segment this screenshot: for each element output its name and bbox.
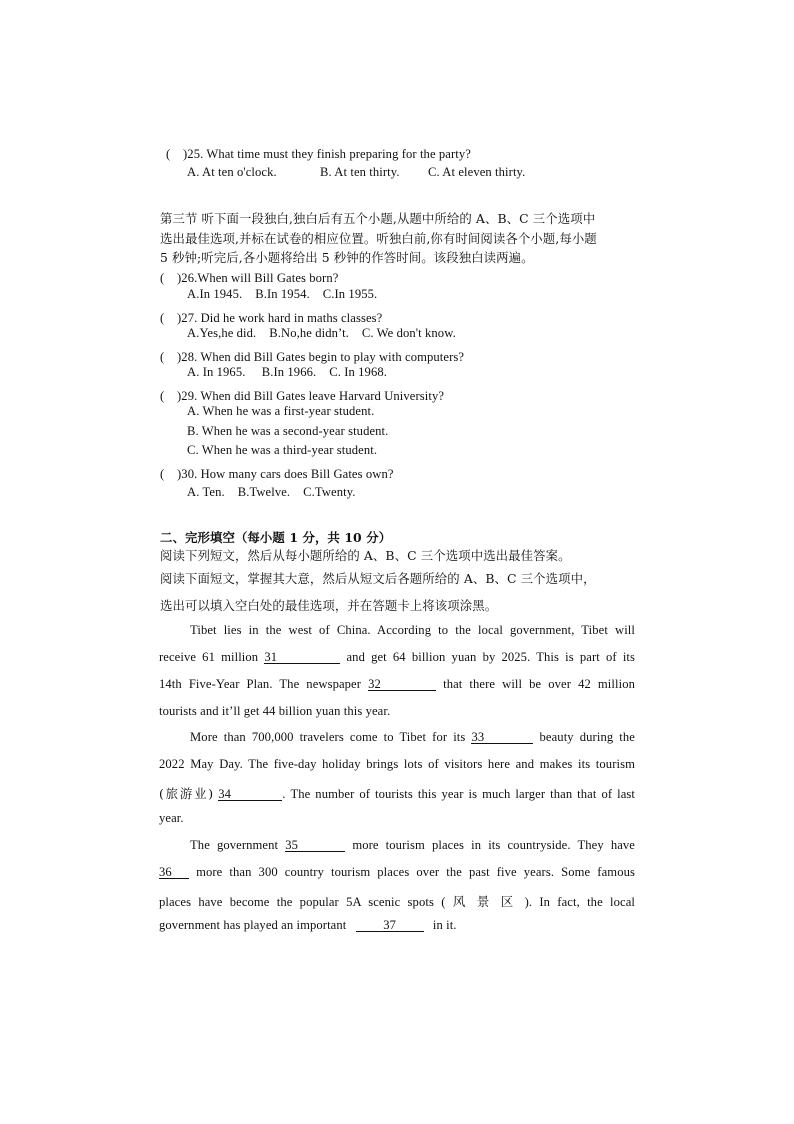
part2-instruction-3: 选出可以填入空白处的最佳选项，并在答题卡上将该项涂黑。 — [160, 598, 498, 613]
question-text: 30. How many cars does Bill Gates own? — [181, 467, 394, 481]
question-text: 26.When will Bill Gates born? — [181, 271, 339, 285]
answer-paren: ( ) — [166, 147, 188, 161]
passage-text: that there will be over 42 million — [443, 677, 635, 691]
passage-line: tourists and it’ll get 44 billion yuan this year. — [159, 704, 391, 718]
q29-option-a: A. When he was a first-year student. — [187, 404, 375, 418]
blank-31: 31 — [264, 651, 340, 664]
section3-instruction-line2: 选出最佳选项,并标在试卷的相应位置。听独白前,你有时间阅读各个小题,每小题 — [160, 231, 597, 246]
q30-options: A. Ten. B.Twelve. C.Twenty. — [187, 485, 356, 499]
passage-line — [159, 865, 635, 880]
passage-line — [190, 838, 635, 853]
q29-option-c: C. When he was a third-year student. — [187, 443, 378, 457]
passage-line: places have become the popular 5A scenic spots ( 风 景 区 ). In fact, the local — [159, 895, 635, 909]
blank-32: 32 — [368, 678, 436, 691]
q28-options: A. In 1965. B.In 1966. C. In 1968. — [187, 365, 387, 379]
q26-options: A.In 1945. B.In 1954. C.In 1955. — [187, 287, 378, 301]
q25-line — [166, 143, 471, 162]
blank-33: 33 — [471, 731, 533, 744]
section3-instruction-line3: 5 秒钟;听完后,各小题将给出 5 秒钟的作答时间。该段独白读两遍。 — [160, 250, 534, 265]
q28-line — [160, 346, 464, 365]
q27-line — [160, 307, 382, 326]
q26-line — [160, 267, 338, 286]
answer-paren: ( ) — [160, 389, 182, 403]
passage-line — [159, 650, 635, 665]
passage-text: More than 700,000 travelers come to Tibet for its — [190, 730, 466, 744]
q25-option-c: C. At eleven thirty. — [428, 165, 526, 179]
passage-text: more tourism places in its countryside. They have — [352, 838, 635, 852]
q27-options: A.Yes,he did. B.No,he didn’t. C. We don't know. — [187, 326, 456, 340]
question-text: 29. When did Bill Gates leave Harvard University? — [181, 389, 445, 403]
passage-line — [159, 784, 635, 802]
answer-paren: ( ) — [160, 271, 182, 285]
passage-line — [159, 918, 457, 933]
passage-text: (旅游业) — [159, 786, 214, 801]
passage-text: in it. — [432, 918, 457, 932]
q29-line — [160, 385, 444, 404]
answer-paren: ( ) — [160, 467, 182, 481]
part2-heading: 二、完形填空（每小题 1 分，共 10 分） — [160, 530, 392, 545]
part2-instruction-1: 阅读下列短文，然后从每小题所给的 A、B、C 三个选项中选出最佳答案。 — [160, 548, 571, 563]
passage-line: year. — [159, 811, 184, 825]
q30-line — [160, 463, 394, 482]
section3-instruction-line1: 第三节 听下面一段独白,独白后有五个小题,从题中所给的 A、B、C 三个选项中 — [160, 211, 596, 226]
passage-text: The government — [190, 838, 279, 852]
passage-text: 14th Five-Year Plan. The newspaper — [159, 677, 362, 691]
passage-text: and get 64 billion yuan by 2025. This is part of its — [346, 650, 636, 664]
passage-text: . The number of tourists this year is much larger than that of last — [282, 787, 635, 801]
answer-paren: ( ) — [160, 350, 182, 364]
blank-34: 34 — [218, 788, 282, 801]
question-text: 27. Did he work hard in maths classes? — [181, 311, 383, 325]
passage-line — [159, 677, 635, 692]
passage-line: 2022 May Day. The five-day holiday brings lots of visitors here and makes its tourism — [159, 757, 635, 771]
q25-option-b: B. At ten thirty. — [320, 165, 400, 179]
blank-37: 37 — [356, 919, 424, 932]
passage-line: Tibet lies in the west of China. According to the local government, Tibet will — [190, 623, 635, 637]
q25-option-a: A. At ten o'clock. — [187, 165, 277, 179]
blank-36: 36 — [159, 866, 189, 879]
question-text: 25. What time must they finish preparing for the party? — [187, 147, 471, 161]
part2-instruction-2: 阅读下面短文，掌握其大意，然后从短文后各题所给的 A、B、C 三个选项中， — [160, 571, 596, 586]
q29-option-b: B. When he was a second-year student. — [187, 424, 389, 438]
passage-text: receive 61 million — [159, 650, 259, 664]
passage-text: beauty during the — [539, 730, 635, 744]
passage-text: government has played an important — [159, 918, 347, 932]
question-text: 28. When did Bill Gates begin to play with computers? — [181, 350, 465, 364]
answer-paren: ( ) — [160, 311, 182, 325]
blank-35: 35 — [285, 839, 345, 852]
passage-line — [190, 730, 635, 745]
passage-text: more than 300 country tourism places over the past five years. Some famous — [196, 865, 635, 879]
